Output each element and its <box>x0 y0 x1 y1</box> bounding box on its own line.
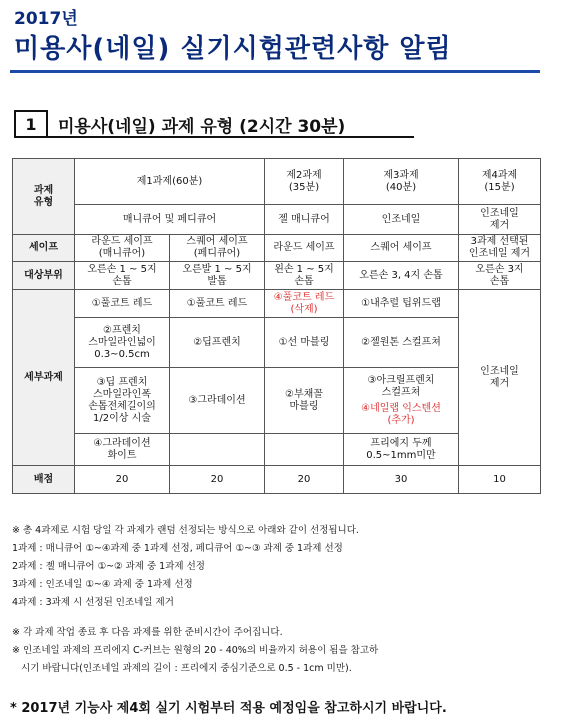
deleted-task-cell: ④풀코트 레드 (삭제) <box>265 290 344 318</box>
cell: 스퀘어 세이프 <box>344 235 459 262</box>
task1-header: 제1과제(60분) <box>75 159 265 205</box>
section-heading <box>14 110 345 138</box>
cell: ②프렌치 스마일라인넓이 0.3~0.5cm <box>75 318 170 368</box>
notes-block <box>12 522 552 678</box>
score-cell: 20 <box>265 466 344 494</box>
cell: ③딥 프렌치 스마일라인폭 손톱전체길이의 1/2이상 시술 <box>75 368 170 434</box>
cell: 오른손 3지 손톱 <box>459 262 541 290</box>
cell: 3과제 선택된 인조네일 제거 <box>459 235 541 262</box>
note-line: ※ 각 과제 작업 종료 후 다음 과제를 위한 준비시간이 주어집니다. <box>12 627 283 638</box>
cell: 인조네일 제거 <box>459 290 541 466</box>
note-line: 4과제 : 3과제 시 선정된 인조네일 제거 <box>12 597 174 608</box>
task3-header: 제3과제 (40분) <box>344 159 459 205</box>
cell: 스퀘어 세이프 (페디큐어) <box>170 235 265 262</box>
score-cell: 20 <box>170 466 265 494</box>
task-table <box>12 158 541 494</box>
note-line: 3과제 : 인조네일 ①~④ 과제 중 1과제 선정 <box>12 579 193 590</box>
cell: 라운드 세이프 (매니큐어) <box>75 235 170 262</box>
task2-header: 제2과제 (35분) <box>265 159 344 205</box>
final-notice: * 2017년 기능사 제4회 실기 시험부터 적용 예정임을 참고하시기 바랍니다. <box>10 701 447 716</box>
spacer <box>12 612 552 624</box>
added-task-text: ④네일랩 익스텐션 (추가) <box>361 402 441 426</box>
cell: 오른발 1 ~ 5지 발톱 <box>170 262 265 290</box>
section-title: 미용사(네일) 과제 유형 (2시간 30분) <box>58 116 346 137</box>
page-title: 미용사(네일) 실기시험관련사항 알림 <box>14 34 452 64</box>
title-underline <box>10 70 540 73</box>
cell <box>344 368 459 434</box>
score-cell: 30 <box>344 466 459 494</box>
cell <box>265 434 344 466</box>
note-line: ※ 인조네일 과제의 프리에지 C-커브는 원형의 20 - 40%의 비율까지 허용이 됨을 참고하 <box>12 645 379 656</box>
task1-subtitle: 매니큐어 및 페디큐어 <box>75 205 265 235</box>
cell: ④그라데이션 화이트 <box>75 434 170 466</box>
cell <box>170 434 265 466</box>
section-number: 1 <box>14 110 48 138</box>
cell: ①풀코트 레드 <box>170 290 265 318</box>
cell: ②젤원톤 스컬프쳐 <box>344 318 459 368</box>
year-label: 2017년 <box>14 9 78 29</box>
corner-header: 과제 유형 <box>13 159 75 235</box>
task4-subtitle: 인조네일 제거 <box>459 205 541 235</box>
cell: ①내추럴 팁위드랩 <box>344 290 459 318</box>
task2-subtitle: 젤 매니큐어 <box>265 205 344 235</box>
row-header-score: 배점 <box>13 466 75 494</box>
cell: 왼손 1 ~ 5지 손톱 <box>265 262 344 290</box>
note-line: 시기 바랍니다(인조네일 과제의 길이 : 프리에지 중심기준으로 0.5 - 1cm 미만). <box>12 663 352 674</box>
cell-text: ③아크릴프렌치 스컬프쳐 <box>367 374 435 398</box>
cell: 오른손 3, 4지 손톱 <box>344 262 459 290</box>
task3-subtitle: 인조네일 <box>344 205 459 235</box>
note-line: ※ 총 4과제로 시험 당일 각 과제가 랜덤 선정되는 방식으로 아래와 같이 선정됩니다. <box>12 525 359 536</box>
cell: ②딥프렌치 <box>170 318 265 368</box>
score-cell: 10 <box>459 466 541 494</box>
row-header-target: 대상부위 <box>13 262 75 290</box>
cell: ③그라데이션 <box>170 368 265 434</box>
cell: 라운드 세이프 <box>265 235 344 262</box>
section-underline <box>14 136 414 138</box>
cell: ①풀코트 레드 <box>75 290 170 318</box>
score-cell: 20 <box>75 466 170 494</box>
note-line: 1과제 : 매니큐어 ①~④과제 중 1과제 선정, 페디큐어 ①~③ 과제 중 1과제 선정 <box>12 543 343 554</box>
cell: ①선 마블링 <box>265 318 344 368</box>
cell: ②부채꼴 마블링 <box>265 368 344 434</box>
row-header-detail: 세부과제 <box>13 290 75 466</box>
task4-header: 제4과제 (15분) <box>459 159 541 205</box>
cell: 오른손 1 ~ 5지 손톱 <box>75 262 170 290</box>
note-line: 2과제 : 젤 매니큐어 ①~② 과제 중 1과제 선정 <box>12 561 205 572</box>
cell: 프리에지 두께 0.5~1mm미만 <box>344 434 459 466</box>
row-header-shape: 세이프 <box>13 235 75 262</box>
